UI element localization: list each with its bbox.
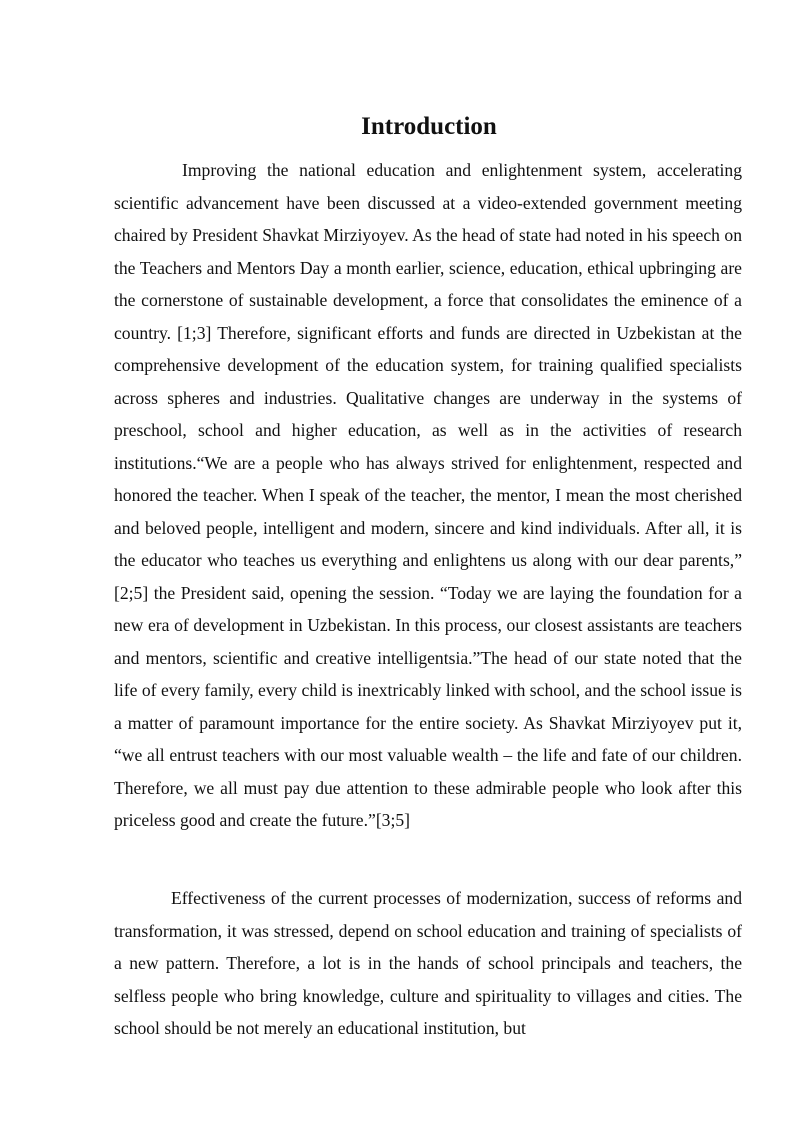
paragraph-2: Effectiveness of the current processes of modernization, success of reforms and transformation, it was stressed, depend on school education and training of specialists of a new pattern. Therefore, a lot is in the hands of school principals and teachers, the selfless people who bring knowledge, culture and spirituality to villages and cities. The school should be not merely an educational institution, but [114,888,742,1038]
page-title: Introduction [361,113,497,140]
paragraph-1: Improving the national education and enlightenment system, accelerating scientific advancement have been discussed at a video-extended government meeting chaired by President Shavkat Mirziyoyev. As the head of state had noted in his speech on the Teachers and Mentors Day a month earlier, science, education, ethical upbringing are the cornerstone of sustainable development, a force that consolidates the eminence of a country. [1;3] Therefore, significant efforts and funds are directed in Uzbekistan at the comprehensive development of the education system, for training qualified specialists across spheres and industries. Qualitative changes are underway in the systems of preschool, school and higher education, as well as in the activities of research institutions.“We are a people who has always strived for enlightenment, respected and honored the teacher. When I speak of the teacher, the mentor, I mean the most cherished and beloved people, intelligent and modern, sincere and kind individuals. After all, it is the educator who teaches us everything and enlightens us along with our dear parents,” [2;5] the President said, opening the session. “Today we are laying the foundation for a new era of development in Uzbekistan. In this process, our closest assistants are teachers and mentors, scientific and creative intelligentsia.”The head of our state noted that the life of every family, every child is inextricably linked with school, and the school issue is a matter of paramount importance for the entire society. As Shavkat Mirziyoyev put it, “we all entrust teachers with our most valuable wealth – the life and fate of our children. Therefore, we all must pay due attention to these admirable people who look after this priceless good and create the future.”[3;5] [114,160,742,830]
